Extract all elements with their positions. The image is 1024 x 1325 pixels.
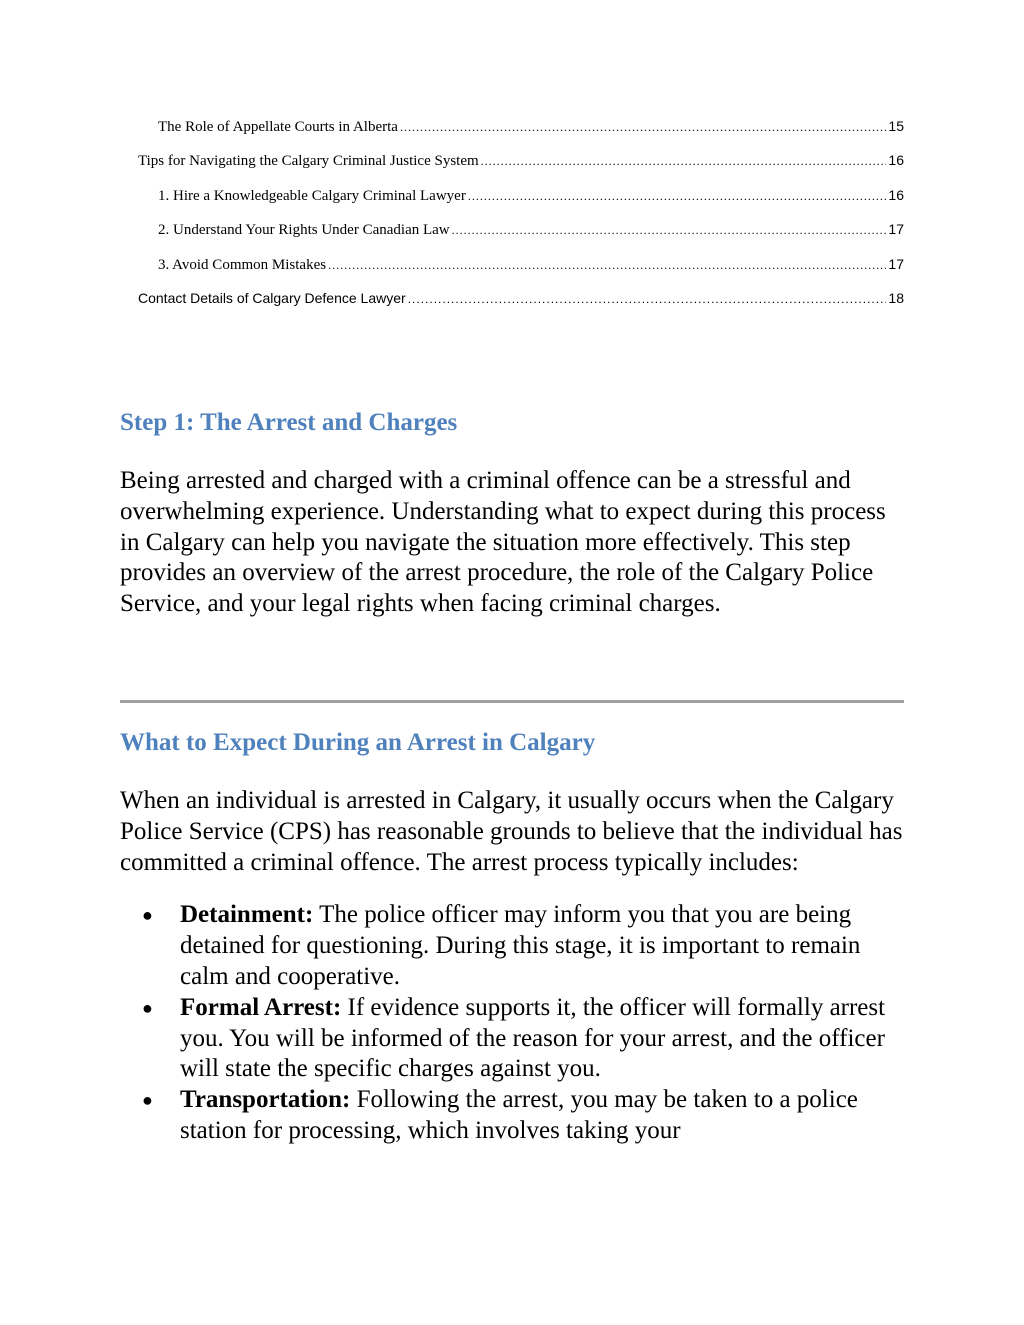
- horizontal-divider: [120, 700, 904, 703]
- list-item-text: The police officer may inform you that you are being detained for questioning. During this stage, it is important to remain calm and cooperative.: [180, 901, 861, 990]
- toc-entry-title: 2. Understand Your Rights Under Canadian Law: [158, 222, 450, 239]
- section-paragraph: When an individual is arrested in Calgary, it usually occurs when the Calgary Police Service (CPS) has reasonable grounds to believe that the individual has committed a criminal offence. The arrest process typically includes:: [120, 787, 903, 876]
- list-item: [120, 900, 904, 992]
- toc-entry[interactable]: [138, 187, 904, 221]
- list-item-term: Formal Arrest:: [180, 993, 342, 1021]
- list-item-text: Following the arrest, you may be taken to a police station for processing, which involves taking your: [180, 1086, 858, 1144]
- bullet-icon: ●: [142, 905, 153, 926]
- toc-entry-title: Tips for Navigating the Calgary Criminal Justice System: [138, 153, 479, 170]
- toc-entry-title: 1. Hire a Knowledgeable Calgary Criminal Lawyer: [158, 187, 466, 204]
- section-heading: What to Expect During an Arrest in Calgary: [120, 729, 596, 756]
- toc-page-number: 16: [888, 152, 904, 169]
- toc-entry[interactable]: [138, 221, 904, 255]
- section-arrest-and-charges: [120, 409, 904, 620]
- section-paragraph: Being arrested and charged with a criminal offence can be a stressful and overwhelming experience. Understanding what to expect during this process in Calgary can help you navigate the situation more effectively. This step provides an overview of the arrest procedure, the role of the Calgary Police Service, and your legal rights when facing criminal charges.: [120, 467, 886, 618]
- toc-leader-dots: [468, 189, 887, 204]
- toc-leader-dots: [452, 223, 887, 238]
- toc-entry[interactable]: [138, 118, 904, 152]
- table-of-contents: [138, 118, 904, 324]
- toc-page-number: 16: [888, 186, 904, 203]
- bullet-icon: ●: [142, 997, 153, 1018]
- toc-entry-title: Contact Details of Calgary Defence Lawyer: [138, 289, 406, 306]
- toc-leader-dots: [328, 258, 886, 273]
- list-item: [120, 993, 904, 1085]
- list-item-term: Transportation:: [180, 1086, 351, 1114]
- toc-entry[interactable]: [138, 290, 904, 324]
- toc-leader-dots: [400, 120, 886, 135]
- section-heading: Step 1: The Arrest and Charges: [120, 409, 458, 436]
- list-item-term: Detainment:: [180, 901, 314, 929]
- toc-entry-title: The Role of Appellate Courts in Alberta: [158, 119, 398, 135]
- toc-entry-title: 3. Avoid Common Mistakes: [158, 256, 327, 273]
- toc-entry[interactable]: [138, 152, 904, 186]
- toc-entry[interactable]: [138, 256, 904, 290]
- toc-leader-dots: [408, 292, 887, 306]
- toc-page-number: 18: [888, 289, 904, 306]
- toc-page-number: 17: [888, 255, 904, 272]
- list-item-text: If evidence supports it, the officer will formally arrest you. You will be informed of the reason for your arrest, and the officer will state the specific charges against you.: [180, 993, 886, 1083]
- list-item: [120, 1085, 904, 1147]
- section-what-to-expect: [120, 729, 904, 1147]
- bullet-icon: ●: [142, 1090, 153, 1111]
- toc-page-number: 15: [888, 118, 904, 134]
- toc-page-number: 17: [888, 221, 904, 238]
- bullet-list: [120, 900, 904, 1146]
- toc-leader-dots: [481, 154, 887, 169]
